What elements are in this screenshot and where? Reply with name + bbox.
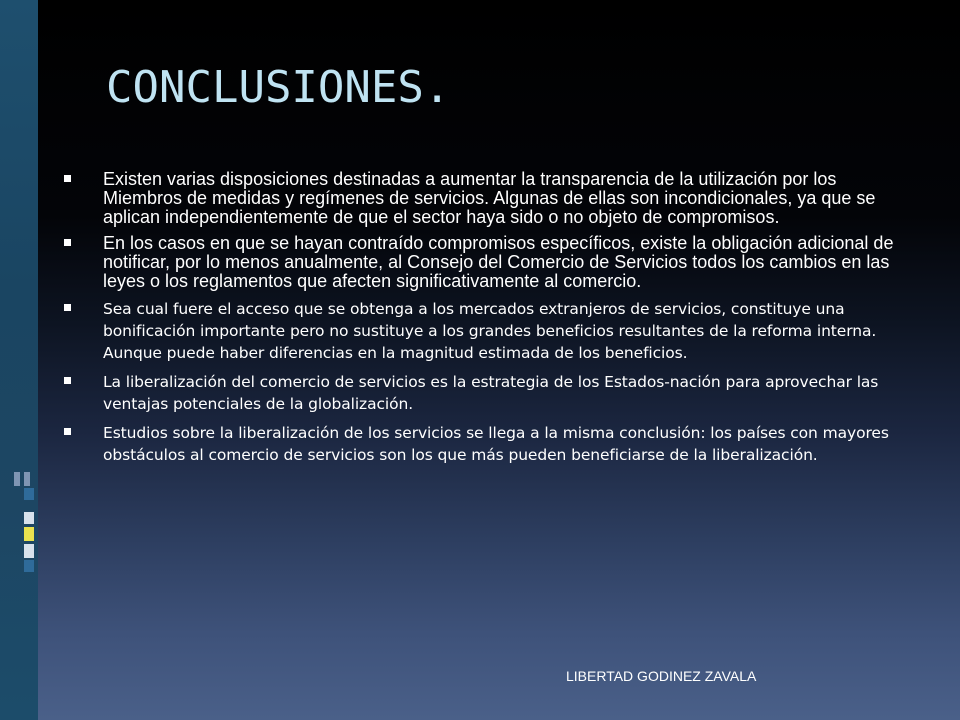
deco-bar-white-1	[24, 512, 34, 524]
bullet-square-icon	[64, 239, 71, 246]
decorative-bars	[0, 0, 38, 720]
bullet-text: Estudios sobre la liberalización de los servicios se llega a la misma conclusión: los países con mayores obstáculos al comercio de servicios son los que más pueden beneficiarse de la liberalización.	[103, 424, 889, 464]
slide-title: CONCLUSIONES.	[106, 62, 451, 113]
deco-bar-white-2	[24, 544, 34, 558]
bullet-text: La liberalización del comercio de servicios es la estrategia de los Estados-nación para aprovechar las ventajas potenciales de la globalización.	[103, 373, 879, 413]
bullet-item	[62, 422, 912, 466]
deco-bar-blue-2	[24, 560, 34, 572]
deco-bar-blue-1	[24, 488, 34, 500]
deco-bar-vertical-2	[24, 472, 30, 486]
bullet-list	[62, 170, 912, 473]
bullet-item	[62, 170, 912, 227]
bullet-square-icon	[64, 428, 71, 435]
bullet-item	[62, 234, 912, 291]
bullet-text: Sea cual fuere el acceso que se obtenga a los mercados extranjeros de servicios, constituye una bonificación importante pero no sustituye a los grandes beneficios resultantes de la reforma interna. Aunque puede haber diferencias en la magnitud estimada de los beneficios.	[103, 300, 877, 362]
bullet-text: En los casos en que se hayan contraído compromisos específicos, existe la obligación adicional de notificar, por lo menos anualmente, al Consejo del Comercio de Servicios todos los cambios en las leyes o los reglamentos que afecten significativamente al comercio.	[103, 233, 894, 291]
bullet-square-icon	[64, 175, 71, 182]
bullet-square-icon	[64, 377, 71, 384]
deco-bar-yellow	[24, 527, 34, 541]
footer-author: LIBERTAD GODINEZ ZAVALA	[566, 668, 757, 684]
bullet-square-icon	[64, 304, 71, 311]
bullet-item	[62, 298, 912, 364]
deco-bar-vertical-1	[14, 472, 20, 486]
bullet-item	[62, 371, 912, 415]
bullet-text: Existen varias disposiciones destinadas a aumentar la transparencia de la utilización por los Miembros de medidas y regímenes de servicios. Algunas de ellas son incondicionales, ya que se aplican independientemente de que el sector haya sido o no objeto de compromisos.	[103, 169, 876, 227]
